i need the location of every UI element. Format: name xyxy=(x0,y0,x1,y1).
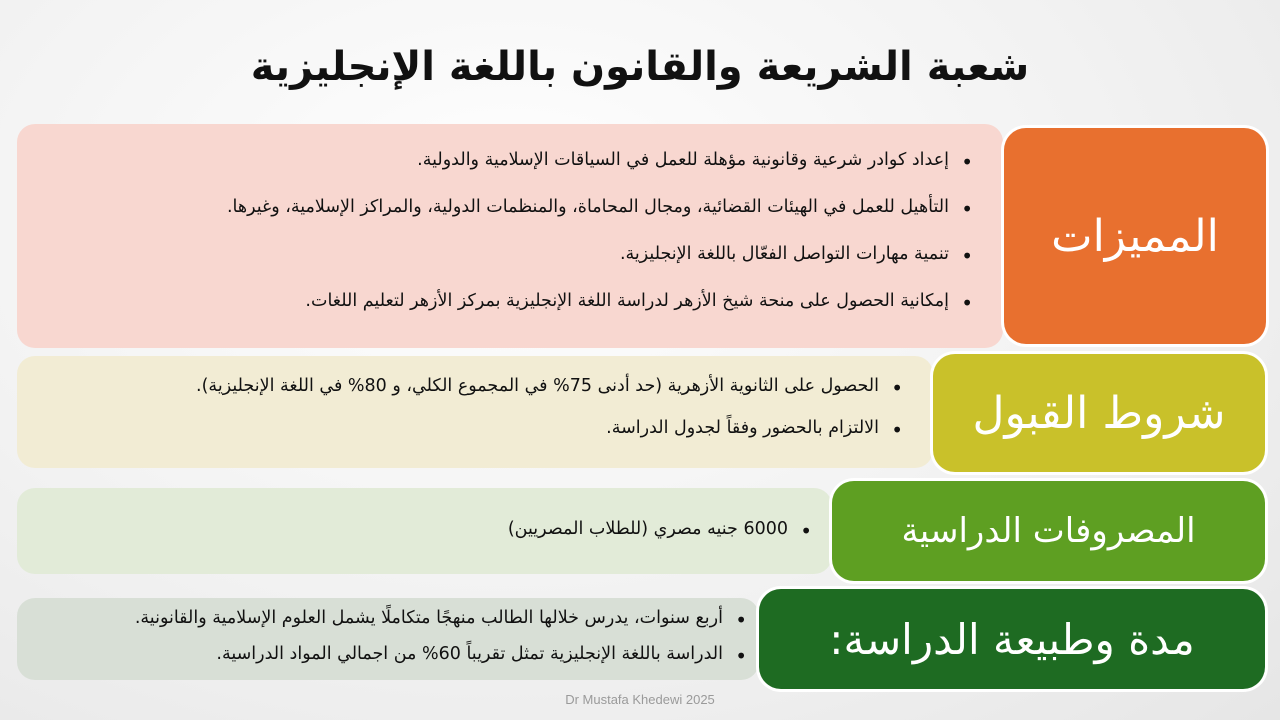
admission-label-text: شروط القبول xyxy=(972,387,1226,439)
list-item: • الدراسة باللغة الإنجليزية تمثل تقريباً 60% من اجمالي المواد الدراسية. xyxy=(135,644,747,664)
fees-label xyxy=(832,481,1265,581)
list-item: • الالتزام بالحضور وفقاً لجدول الدراسة. xyxy=(196,418,903,438)
footer-credit: Dr Mustafa Khedewi 2025 xyxy=(565,692,715,707)
admission-list xyxy=(196,376,903,438)
fees-list xyxy=(508,519,812,539)
fees-label-text: المصروفات الدراسية xyxy=(901,511,1196,551)
admission-panel xyxy=(17,356,933,468)
admission-label xyxy=(933,354,1265,472)
list-item: • إمكانية الحصول على منحة شيخ الأزهر لدراسة اللغة الإنجليزية بمركز الأزهر لتعليم اللغات. xyxy=(227,291,973,311)
study-label-text: مدة وطبيعة الدراسة: xyxy=(829,614,1195,664)
study-panel xyxy=(17,598,759,680)
fees-panel xyxy=(17,488,832,574)
list-item: • إعداد كوادر شرعية وقانونية مؤهلة للعمل في السياقات الإسلامية والدولية. xyxy=(227,150,973,170)
features-panel xyxy=(17,124,1003,348)
page-title: شعبة الشريعة والقانون باللغة الإنجليزية xyxy=(250,44,1030,90)
features-label-text: المميزات xyxy=(1051,210,1219,262)
study-list xyxy=(135,608,747,664)
study-label xyxy=(759,589,1265,689)
features-label xyxy=(1004,128,1266,344)
list-item: • التأهيل للعمل في الهيئات القضائية، ومجال المحاماة، والمنظمات الدولية، والمراكز الإسلامية، وغيرها. xyxy=(227,197,973,217)
list-item: • الحصول على الثانوية الأزهرية (حد أدنى 75% في المجموع الكلي، و 80% في اللغة الإنجليزية). xyxy=(196,376,903,396)
list-item: • 6000 جنيه مصري (للطلاب المصريين) xyxy=(508,519,812,539)
list-item: • أربع سنوات، يدرس خلالها الطالب منهجًا متكاملًا يشمل العلوم الإسلامية والقانونية. xyxy=(135,608,747,628)
list-item: • تنمية مهارات التواصل الفعّال باللغة الإنجليزية. xyxy=(227,244,973,264)
features-list xyxy=(227,150,973,311)
